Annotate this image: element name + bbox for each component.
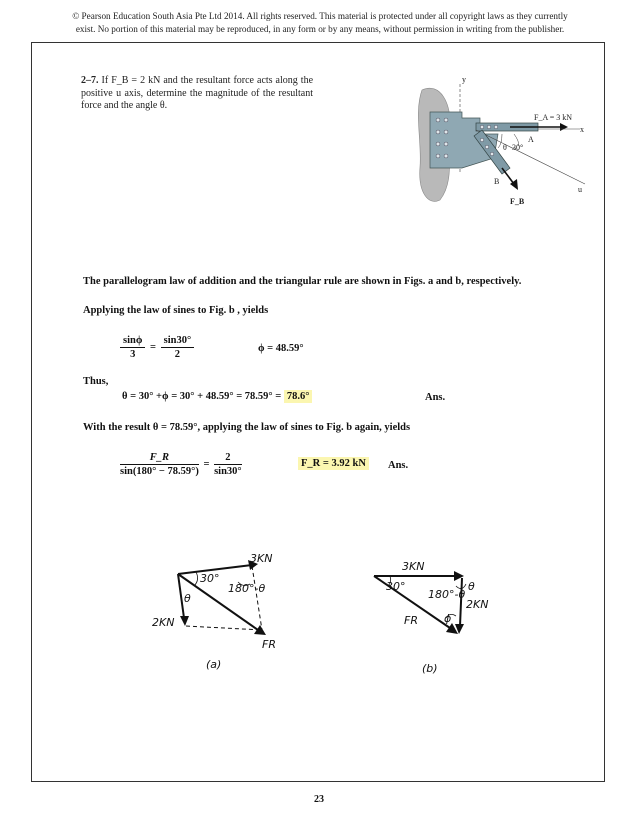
label-theta: θ [503, 143, 507, 152]
label-y: y [462, 75, 466, 84]
eq1-right-den: 2 [174, 349, 181, 360]
answer-theta: 78.6° [284, 390, 313, 403]
label-fa: F_A = 3 kN [534, 113, 573, 122]
eq3-left-den: sin(180° − 78.59°) [120, 466, 199, 477]
label-fb: F_B [510, 197, 525, 206]
solution-line-2: Applying the law of sines to Fig. b , yields [83, 305, 269, 316]
sketch-a-theta: θ [184, 592, 191, 605]
problem-statement [81, 75, 313, 113]
thus-label: Thus, [83, 376, 109, 387]
eq3-right-num: 2 [214, 452, 242, 465]
eq3-right-fraction [214, 452, 242, 477]
problem-figure [410, 72, 590, 212]
sketch-a [140, 550, 300, 680]
equation-3: $\frac{F\_R}{\sin(180^\circ - 78.59^\circ)}$ = $\frac{2}{\sin 30^\circ}$ [120, 452, 242, 477]
sketch-a-fr: FR [262, 638, 276, 651]
eq3-left-num: F_R [120, 452, 199, 465]
sketch-a-180: 180°-θ [228, 582, 266, 595]
copyright-notice [60, 10, 580, 35]
force-b-arrow [502, 168, 514, 184]
eq1-right-fraction [161, 335, 195, 360]
solution-line-3: With the result θ = 78.59°, applying the law of sines to Fig. b again, yields [83, 422, 411, 433]
sketch-b-2kn: 2KN [466, 598, 489, 611]
solution-line-1: The parallelogram law of addition and the triangular rule are shown in Figs. a and b, respectively. [83, 276, 522, 287]
eq1-left-fraction [120, 335, 145, 360]
answer-fr-box [298, 458, 369, 469]
label-x: x [580, 125, 584, 134]
label-30: 30° [512, 143, 524, 152]
equation-1-result: ϕ = 48.59° [258, 343, 304, 354]
label-b: B [494, 177, 500, 186]
sketch-a-caption: (a) [206, 658, 222, 671]
sketch-a-30: 30° [200, 572, 220, 585]
sketch-b-fr: FR [404, 614, 418, 627]
problem-number: 2–7. [81, 75, 99, 86]
answer-label-1: Ans. [425, 392, 446, 403]
answer-label-2: Ans. [388, 460, 409, 471]
sketch-b-180: 180°-θ [428, 588, 466, 601]
sketch-b-caption: (b) [422, 662, 438, 675]
sketch-b-theta: θ [468, 580, 475, 593]
copyright-line-2: exist. No portion of this material may be reproduced, in any form or by any means, without permission in writing from the publisher. [75, 23, 565, 34]
sketch-b-3kn: 3KN [402, 560, 425, 573]
page-number: 23 [314, 794, 324, 805]
sketch-b-phi: ϕ [444, 612, 452, 625]
eq1-left-den: 3 [130, 349, 136, 360]
answer-fr: F_R = 3.92 kN [298, 457, 369, 470]
sketch-b-30: 30° [386, 580, 406, 593]
eq3-right-den: sin30° [214, 466, 242, 477]
equation-1: $\frac{\sin\phi}{3}$ = $\frac{\sin 30^\circ}{2}$ [120, 335, 194, 360]
eq1-left-num: sinϕ [120, 335, 145, 348]
equation-2 [122, 391, 312, 402]
problem-text: If F_B = 2 kN and the resultant force acts along the positive u axis, determine the magnitude of the resultant force and the angle θ. [81, 75, 314, 112]
sketch-b [362, 552, 522, 682]
sketch-a-3kn: 3KN [250, 552, 273, 565]
equation-2-text: θ = 30° +ϕ = 30° + 48.59° = 78.59° = [122, 391, 282, 402]
label-u: u [578, 185, 582, 194]
eq3-left-fraction [120, 452, 199, 477]
label-a: A [528, 135, 534, 144]
copyright-line-1: © Pearson Education South Asia Pte Ltd 2014. All rights reserved. This material is protected under all copyright laws as they currently [72, 11, 568, 21]
sketch-a-2kn: 2KN [152, 616, 175, 629]
eq1-right-num: sin30° [161, 335, 195, 348]
